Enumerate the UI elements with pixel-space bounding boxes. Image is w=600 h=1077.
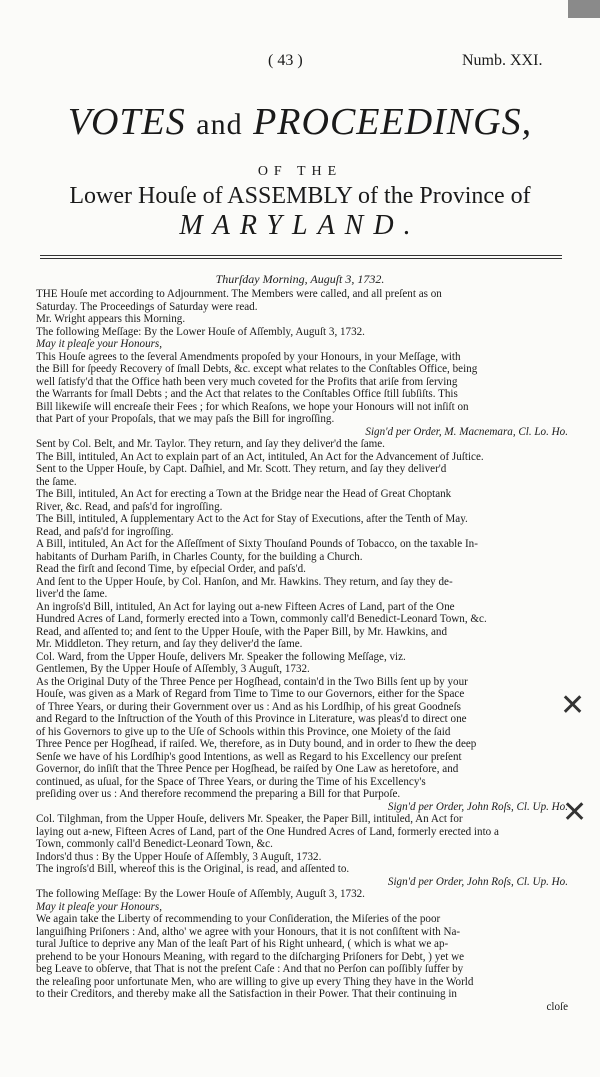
text-line: languiſhing Priſoners : And, altho' we agree with your Honours, that it is not conſiſtent with Na- <box>36 925 461 938</box>
text-line: The Bill, intituled, An Act for erecting a Town at the Bridge near the Head of Great Choptank <box>36 488 452 500</box>
text-line: A Bill, intituled, An Act for the Aſſeſſment of Sixty Thouſand Pounds of Tobacco, on the taxable In- <box>36 538 478 550</box>
text-line: Mr. Middleton. They return, and ſay they deliver'd the ſame. <box>36 638 303 650</box>
text-line: Governor, do inſiſt that the Three Pence per Hogſhead, be raiſed by One Law as heretofore, and <box>36 763 459 775</box>
title-rule <box>40 255 562 256</box>
proceedings-text <box>36 288 568 1013</box>
text-line: Sign'd per Order, John Roſs, Cl. Up. Ho. <box>387 875 568 888</box>
title-votes: VOTES <box>67 101 186 143</box>
text-line: This Houſe agrees to the ſeveral Amendments propoſed by your Honours, in your Meſſage, with <box>36 350 461 363</box>
text-line: The ingroſs'd Bill, whereof this is the Original, is read, and aſſented to. <box>36 863 350 875</box>
text-line: Read, and paſs'd for ingroſſing. <box>36 525 174 538</box>
text-line: of his Governors to give up to the Uſe of Schools within this Province, one Moiety of the ſaid <box>36 725 451 738</box>
handwritten-x-mark: ✕ <box>562 795 588 830</box>
text-line: Sent to the Upper Houſe, by Capt. Daſhiel, and Mr. Scott. They return, and ſay they deliver'd <box>36 463 447 475</box>
text-line: Bill likewiſe will encreaſe their Fees ; for which Reaſons, we hope your Honours will not inſiſt on <box>36 400 469 413</box>
handwritten-x-mark: ✕ <box>560 688 586 723</box>
text-line: tural Juſtice to deprive any Man of the leaſt Part of his Right unheard, ( which is what we ap- <box>36 938 449 950</box>
text-line: May it pleaſe your Honours, <box>36 338 163 350</box>
scan-top-edge <box>0 0 600 18</box>
text-line: Sign'd per Order, M. Macnemara, Cl. Lo. Ho. <box>365 425 568 438</box>
text-line: cloſe <box>546 1000 568 1013</box>
title-votes-and-proceedings <box>30 100 570 144</box>
text-line: the Bill for ſpeedy Recovery of ſmall Debts, &c. except what relates to the Conſtables Office, being <box>36 363 478 375</box>
text-line: the ſame. <box>36 475 77 488</box>
text-line: Sent by Col. Belt, and Mr. Taylor. They return, and ſay they deliver'd the ſame. <box>36 438 385 450</box>
text-line: Hundred Acres of Land, formerly erected into a Town, commonly call'd Benedict-Leonard Town, &c. <box>36 613 487 625</box>
text-line: River, &c. Read, and paſs'd for ingroſſing. <box>36 500 223 513</box>
text-line: The Bill, intituled, An Act to explain part of an Act, intituled, An Act for the Advancement of Juſtice. <box>36 450 484 463</box>
issue-number: Numb. XXI. <box>462 52 543 69</box>
text-line: the releaſing poor unfortunate Men, who are willing to give up every Thing they have in the World <box>36 975 474 988</box>
text-line: Three Pence per Hogſhead, if raiſed. We, therefore, as in Duty bound, and in order to ſhew the deep <box>36 738 477 750</box>
title-rule-double <box>40 258 562 259</box>
text-line: We again take the Liberty of recommending to your Conſideration, the Miſeries of the poor <box>36 913 441 925</box>
text-line: Indors'd thus : By the Upper Houſe of Aſſembly, 3 Auguſt, 1732. <box>36 850 322 863</box>
text-line: prehend to be your Honours Meaning, with regard to the diſcharging Priſoners for Debt, ) yet we <box>36 950 465 963</box>
text-line: As the Original Duty of the Three Pence per Hogſhead, contain'd in the Two Bills ſent up by your <box>36 675 468 688</box>
text-line: Saturday. The Proceedings of Saturday were read. <box>36 300 258 313</box>
text-line: Col. Ward, from the Upper Houſe, delivers Mr. Speaker the following Meſſage, viz. <box>36 650 406 663</box>
text-line: that Part of your Propoſals, that we may paſs the Bill for ingroſſing. <box>36 413 335 425</box>
text-line: The Bill, intituled, A ſupplementary Act to the Act for Stay of Executions, after the Tenth of May. <box>36 513 468 525</box>
text-line: laying out a-new, Fifteen Acres of Land, part of the One Hundred Acres of Land, formerly erected into a <box>36 825 499 838</box>
text-line: Gentlemen, By the Upper Houſe of Aſſembly, 3 Auguſt, 1732. <box>36 663 310 675</box>
title-lower-house: Lower Houſe of ASSEMBLY of the Province of <box>69 183 531 209</box>
text-line: Read, and aſſented to; and ſent to the Upper Houſe, with the Paper Bill, by Mr. Hawkins, and <box>36 625 447 638</box>
text-line: Houſe, was given as a Mark of Regard from Time to Time to our Governors, either for the Space <box>36 688 465 700</box>
text-line: habitants of Durham Pariſh, in Charles County, for the building a Church. <box>36 550 363 563</box>
text-line: of Three Years, or during their Government over us : And as his Lordſhip, of his great Goodneſs <box>36 700 461 713</box>
text-line: THE Houſe met according to Adjournment. The Members were called, and all preſent as on <box>36 288 442 300</box>
text-line: liver'd the ſame. <box>36 588 108 600</box>
text-line: Town, commonly call'd Benedict-Leonard Town, &c. <box>36 838 273 850</box>
text-line: continued, as uſual, for the Space of Three Years, or during the Time of his Excellency's <box>36 775 426 788</box>
text-line: Read the firſt and ſecond Time, by eſpecial Order, and paſs'd. <box>36 563 306 575</box>
text-line: Senſe we have of his Lordſhip's good Intentions, as well as Regard to his Excellency our preſent <box>36 750 462 763</box>
text-line: An ingroſs'd Bill, intituled, An Act for laying out a-new Fifteen Acres of Land, part of the One <box>36 600 455 613</box>
text-line: Sign'd per Order, John Roſs, Cl. Up. Ho. <box>387 800 568 813</box>
text-line: beg Leave to obſerve, that That is not the preſent Caſe : And that no Perſon can poſſibly ſuffer by <box>36 963 464 975</box>
text-line: Col. Tilghman, from the Upper Houſe, delivers Mr. Speaker, the Paper Bill, intituled, An Act for <box>36 813 463 825</box>
text-line: the Warrants for ſmall Debts ; and the Act that relates to the Conſtables Office ſtill ſubſiſts. This <box>36 388 458 400</box>
text-line: Mr. Wright appears this Morning. <box>36 313 186 325</box>
text-line: and Regard to the Inſtruction of the Youth of this Province in Literature, was pleas'd to direct one <box>36 713 467 725</box>
dateline: Thurſday Morning, Auguſt 3, 1732. <box>215 272 385 286</box>
title-and: and <box>196 108 243 141</box>
text-line: well ſatisfy'd that the Office hath been very much coveted for the Profits that ariſe from ſerving <box>36 375 458 388</box>
text-line: The following Meſſage: By the Lower Houſe of Aſſembly, Auguſt 3, 1732. <box>36 888 365 900</box>
text-line: preſiding over us : And therefore recommend the preparing a Bill for that Purpoſe. <box>36 788 401 800</box>
page-number: ( 43 ) <box>268 52 303 69</box>
title-maryland: MARYLAND. <box>179 210 421 241</box>
title-of-the: OF THE <box>257 164 343 179</box>
text-line: May it pleaſe your Honours, <box>36 900 163 913</box>
text-line: to their Creditors, and thereby make all the Satisfaction in their Power. That their continuing in <box>36 988 457 1000</box>
text-line: The following Meſſage: By the Lower Houſe of Aſſembly, Auguſt 3, 1732. <box>36 325 365 338</box>
text-line: And ſent to the Upper Houſe, by Col. Hanſon, and Mr. Hawkins. They return, and ſay they de- <box>36 575 453 588</box>
title-proceedings: PROCEEDINGS, <box>253 101 533 143</box>
